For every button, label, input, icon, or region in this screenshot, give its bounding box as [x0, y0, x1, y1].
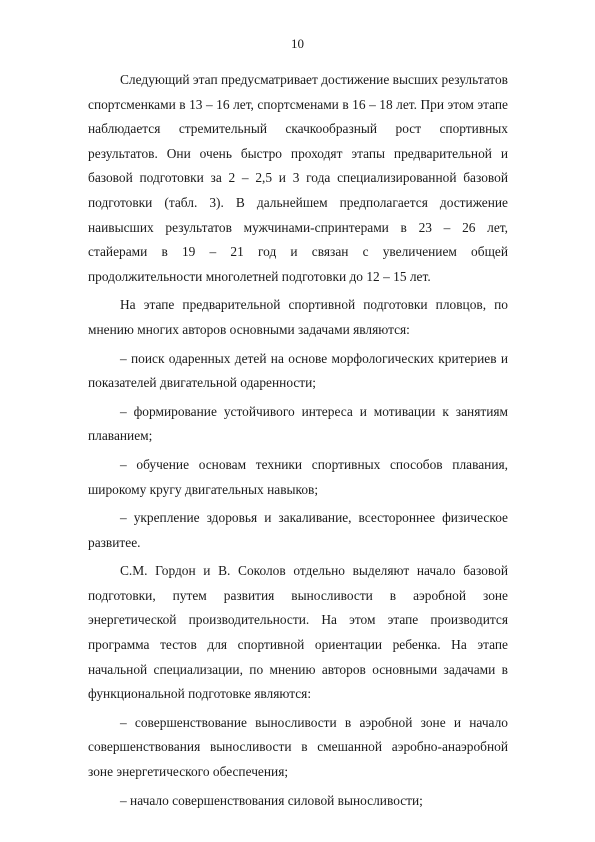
paragraph: Следующий этап предусматривает достижение высших результатов спортсменками в 13 – 16 лет, спортсменами в 16 – 18 лет. При этом этапе наблюдается стремительный скачкообразный рост спортивных результатов. Они очень быстро проходят этапы предварительной и базовой подготовки за 2 – 2,5 и 3 года специализированной базовой подготовки (табл. 3). В дальнейшем предполагается достижение наивысших результатов мужчинами-спринтерами в 23 – 26 лет, стайерами в 19 – 21 год и связан с увеличением общей продолжительности многолетней подготовки до 12 – 15 лет.: [88, 72, 508, 284]
list-item: – совершенствование выносливости в аэробной зоне и начало совершенствования выносливости в смешанной аэробно-анаэробной зоне энергетического обеспечения;: [88, 714, 508, 780]
paragraph: На этапе предварительной спортивной подготовки пловцов, по мнению многих авторов основными задачами являются:: [88, 297, 508, 337]
body-text: [88, 68, 508, 813]
list-item: – поиск одаренных детей на основе морфологических критериев и показателей двигательной одаренности;: [88, 350, 508, 391]
list-item: – обучение основам техники спортивных способов плавания, широкому кругу двигательных навыков;: [88, 456, 508, 497]
list-item: – укрепление здоровья и закаливание, всестороннее физическое развитее.: [88, 510, 508, 550]
paragraph: С.М. Гордон и В. Соколов отдельно выделяют начало базовой подготовки, путем развития выносливости в аэробной зоне энергетической производительности. На этом этапе производится программа тестов для спортивной ориентации ребенка. На этапе начальной специализации, по мнению авторов основными задачами в функциональной подготовке являются:: [88, 563, 508, 702]
list-item: – начало совершенствования силовой выносливости;: [120, 792, 423, 808]
page-number: 10: [291, 36, 304, 51]
list-item: – формирование устойчивого интереса и мотивации к занятиям плаванием;: [88, 403, 508, 444]
